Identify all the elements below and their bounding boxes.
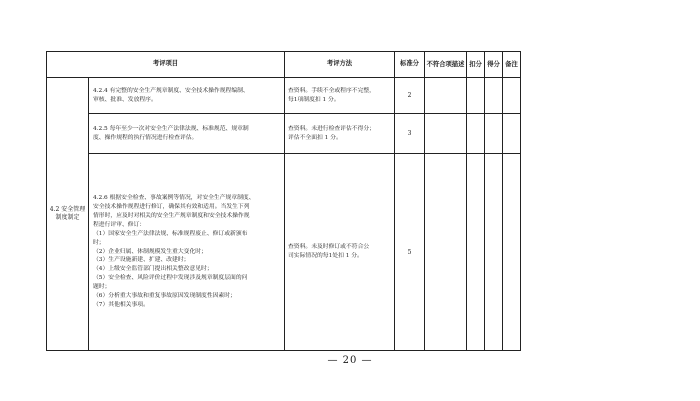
header-standard-score: 标准分 bbox=[395, 52, 425, 78]
method-cell bbox=[285, 154, 395, 351]
deduction-cell bbox=[467, 114, 485, 154]
item-cell bbox=[89, 114, 285, 154]
method-line: 评估不全面扣 1 分。 bbox=[288, 134, 342, 141]
nonconforming-cell bbox=[425, 114, 467, 154]
method-line: 查资料。手续不全或程序不完整， bbox=[288, 87, 375, 94]
item-line: 度、操作规程的执行情况进行检查评估。 bbox=[93, 134, 198, 141]
item-line: 4.2.4 有完整的安全生产规章制度、安全技术操作规程编制、 bbox=[93, 87, 249, 94]
score-cell bbox=[485, 114, 503, 154]
item-line: （1）国家安全生产法律法规、标准规程废止、修订或新颁布 bbox=[93, 230, 248, 237]
header-remark: 备注 bbox=[503, 52, 521, 78]
method-line: 每1项制度扣 1 分。 bbox=[288, 96, 340, 103]
standard-score-cell: 5 bbox=[395, 154, 425, 351]
item-line: （2）企业归属、体制规模发生重大变化时； bbox=[93, 248, 207, 255]
category-cell: 4.2 安全管理制度制定 bbox=[47, 78, 89, 351]
table-row bbox=[47, 78, 521, 114]
item-line: 审核、批准、发放程序。 bbox=[93, 96, 157, 103]
score-cell bbox=[485, 154, 503, 351]
deduction-cell bbox=[467, 154, 485, 351]
nonconforming-cell bbox=[425, 154, 467, 351]
deduction-cell bbox=[467, 78, 485, 114]
item-line: 安全技术操作规程进行修订，确保其有效和适用。当发生下列 bbox=[93, 203, 250, 210]
method-cell bbox=[285, 114, 395, 154]
remark-cell bbox=[503, 114, 521, 154]
header-nonconforming: 不符合项描述 bbox=[425, 52, 467, 78]
evaluation-table bbox=[46, 51, 521, 351]
method-cell bbox=[285, 78, 395, 114]
nonconforming-cell bbox=[425, 78, 467, 114]
item-line: 题时； bbox=[93, 284, 111, 291]
method-line: 司实际情况的每1处扣 1 分。 bbox=[288, 253, 363, 259]
table-row bbox=[47, 114, 521, 154]
item-line: 4.2.6 根据安全检查、事故案例等情况，对安全生产规章制度、 bbox=[93, 194, 255, 201]
remark-cell bbox=[503, 154, 521, 351]
header-score: 得分 bbox=[485, 52, 503, 78]
item-line: （7）其他相关事项。 bbox=[93, 302, 149, 309]
item-line: （5）安全检查、风险评价过程中发现涉及规章制度层面的问 bbox=[93, 275, 248, 282]
table-row bbox=[47, 154, 521, 351]
item-line: 情形时，应及时对相关的安全生产规章制度和安全技术操作规 bbox=[93, 212, 250, 219]
table-header-row bbox=[47, 52, 521, 78]
page-number: — 20 — bbox=[327, 355, 373, 366]
header-method: 考评方法 bbox=[285, 52, 395, 78]
item-line: （6）分析重大事故和重复事故原因发现制度性因素时； bbox=[93, 293, 236, 300]
item-line: （4）上级安全监管部门提出相关整改意见时； bbox=[93, 266, 213, 273]
item-cell bbox=[89, 78, 285, 114]
item-line: （3）生产设施新建、扩建、改建时； bbox=[93, 257, 190, 264]
item-line: 时； bbox=[93, 239, 105, 246]
item-line: 4.2.5 每年至少一次对安全生产法律法规、标准规范、规章制 bbox=[93, 125, 249, 132]
header-item: 考评项目 bbox=[47, 52, 285, 78]
item-cell bbox=[89, 154, 285, 351]
item-line: 程进行评审、修订： bbox=[93, 221, 146, 228]
standard-score-cell: 3 bbox=[395, 114, 425, 154]
score-cell bbox=[485, 78, 503, 114]
header-deduction: 扣分 bbox=[467, 52, 485, 78]
method-line: 查资料。未进行检查评估不得分； bbox=[288, 125, 375, 132]
method-line: 查资料。未及时修订或不符合公 bbox=[288, 244, 370, 251]
standard-score-cell: 2 bbox=[395, 78, 425, 114]
remark-cell bbox=[503, 78, 521, 114]
